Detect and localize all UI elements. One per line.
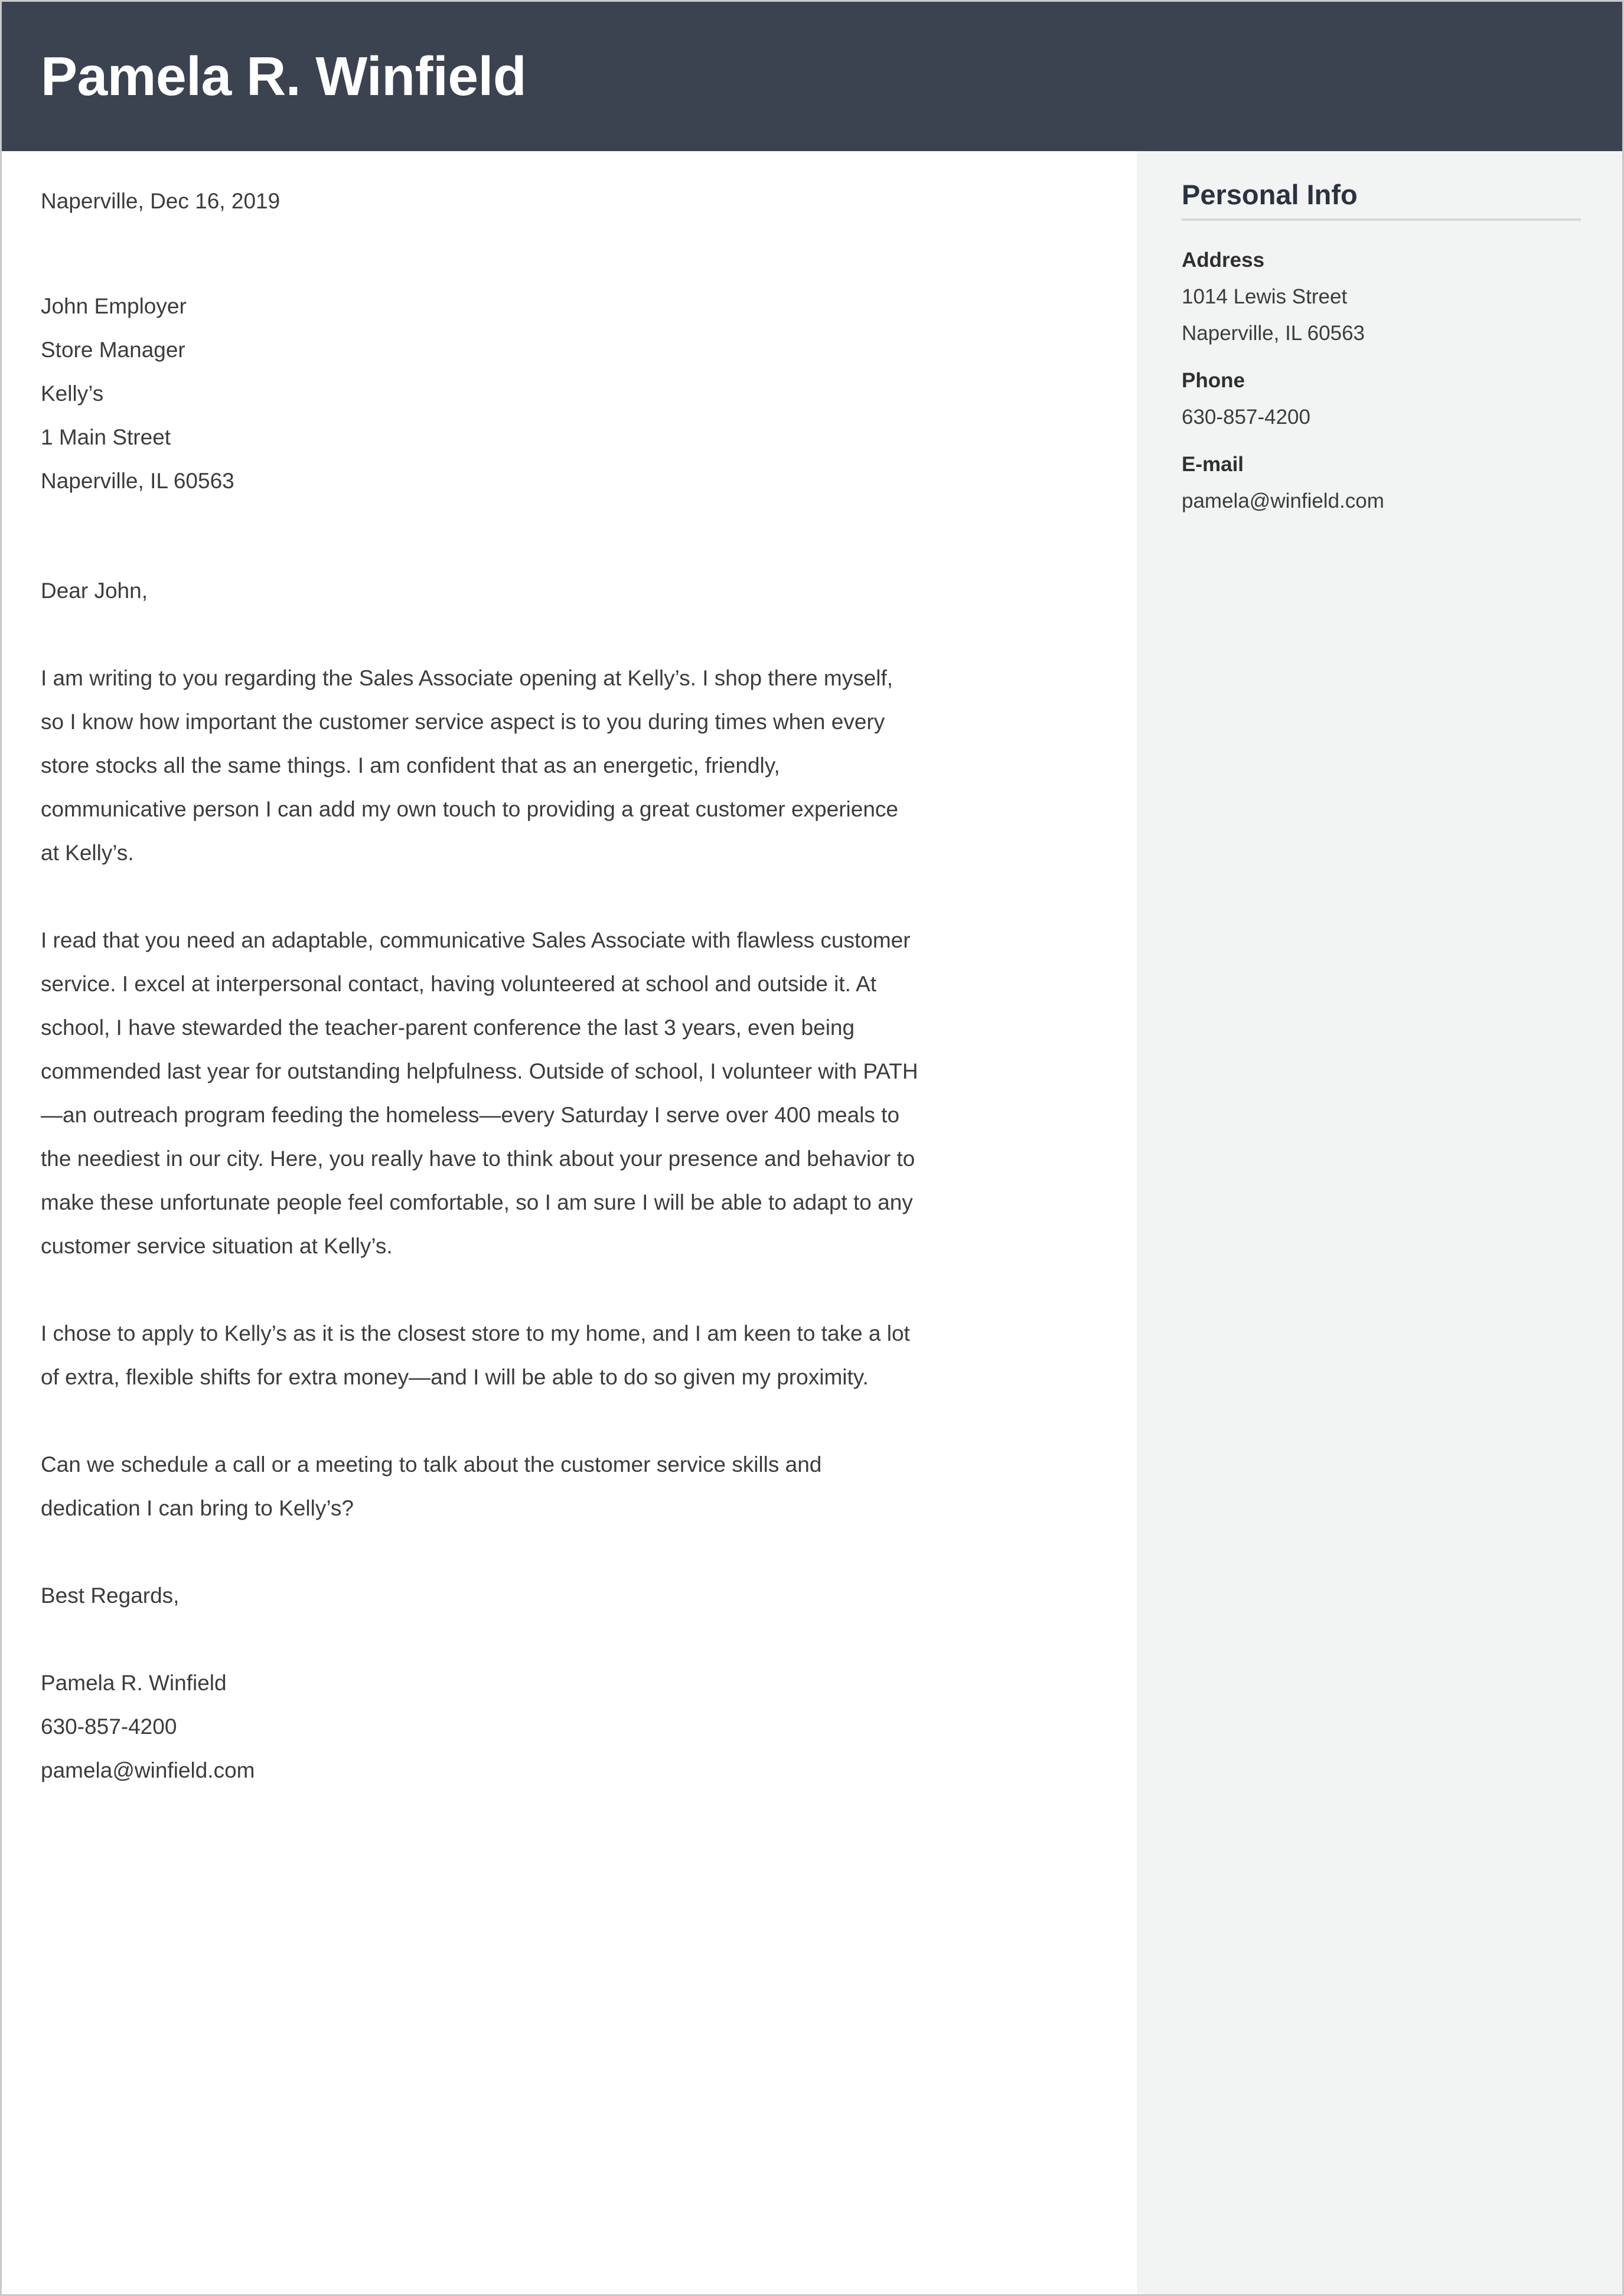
header-banner [2,2,1622,151]
recipient-line: Store Manager [41,338,185,362]
spacer-after-recipient [41,503,1101,569]
signature-line: pamela@winfield.com [41,1758,255,1782]
signature-line: Pamela R. Winfield [41,1671,227,1695]
sidebar-group [1182,446,1581,520]
personal-info-sidebar [1137,151,1622,2294]
spacer-between-paragraphs [41,1399,1101,1443]
paragraph-line: communicative person I can add my own touch to providing a great customer experience [41,797,898,821]
sidebar-group-value: Naperville, IL 60563 [1182,321,1365,345]
recipient-block [41,285,1101,503]
spacer-between-paragraphs [41,1268,1101,1312]
paragraph-line: I read that you need an adaptable, communicative Sales Associate with flawless customer [41,928,911,952]
paragraph-line: I chose to apply to Kelly’s as it is the closest store to my home, and I am keen to take a lot [41,1321,910,1345]
spacer-after-closing [41,1618,1101,1661]
sidebar-group [1182,362,1581,436]
paragraph-line: dedication I can bring to Kelly’s? [41,1496,354,1520]
paragraph-line: store stocks all the same things. I am confident that as an energetic, friendly, [41,753,780,778]
paragraph-line: Can we schedule a call or a meeting to talk about the customer service skills and [41,1452,822,1477]
paragraph-line: school, I have stewarded the teacher-parent conference the last 3 years, even being [41,1015,855,1040]
letter-column [2,151,1137,2294]
paragraph-line: customer service situation at Kelly’s. [41,1234,393,1258]
recipient-line: Naperville, IL 60563 [41,469,234,493]
paragraph-line: so I know how important the customer service aspect is to you during times when every [41,710,885,734]
sidebar-group-value: pamela@winfield.com [1182,489,1384,512]
paragraph-line: the neediest in our city. Here, you really have to think about your presence and behavior to [41,1147,915,1171]
sidebar-group-value: 1014 Lewis Street [1182,285,1348,308]
letter-paragraph [41,919,1101,1268]
spacer-after-salutation [41,613,1101,657]
paragraph-line: make these unfortunate people feel comfortable, so I am sure I will be able to adapt to any [41,1190,913,1214]
sidebar-group-label: E-mail [1182,452,1244,476]
salutation: Dear John, [41,579,148,603]
spacer-between-paragraphs [41,1530,1101,1574]
letter-paragraph [41,1312,1101,1399]
spacer-after-date [41,223,1101,285]
paragraph-line: I am writing to you regarding the Sales Associate opening at Kelly’s. I shop there myself, [41,666,893,690]
paragraph-line: of extra, flexible shifts for extra money—and I will be able to do so given my proximity. [41,1365,869,1389]
document-body [2,151,1622,2294]
paragraph-line: —an outreach program feeding the homeless—every Saturday I serve over 400 meals to [41,1103,900,1127]
recipient-line: John Employer [41,294,187,318]
closing-line: Best Regards, [41,1583,180,1608]
signature-block [41,1661,1101,1792]
spacer-between-paragraphs [41,875,1101,919]
date-line: Naperville, Dec 16, 2019 [41,189,281,213]
paragraph-line: service. I excel at interpersonal contact, having volunteered at school and outside it. At [41,972,877,996]
paragraph-line: commended last year for outstanding helpfulness. Outside of school, I volunteer with PATH [41,1059,918,1083]
recipient-line: Kelly’s [41,381,104,406]
recipient-line: 1 Main Street [41,425,171,449]
sidebar-group-label: Address [1182,248,1265,272]
sidebar-divider [1182,218,1581,221]
sidebar-title: Personal Info [1182,179,1358,210]
sidebar-group-label: Phone [1182,368,1245,392]
sidebar-groups [1182,242,1581,520]
paragraph-line: at Kelly’s. [41,841,134,865]
page-title: Pamela R. Winfield [41,45,527,107]
letter-paragraph [41,657,1101,875]
letter-paragraph [41,1443,1101,1530]
letter-paragraphs [41,657,1101,1574]
sidebar-group-value: 630-857-4200 [1182,405,1310,429]
sidebar-group [1182,242,1581,352]
signature-line: 630-857-4200 [41,1714,177,1739]
